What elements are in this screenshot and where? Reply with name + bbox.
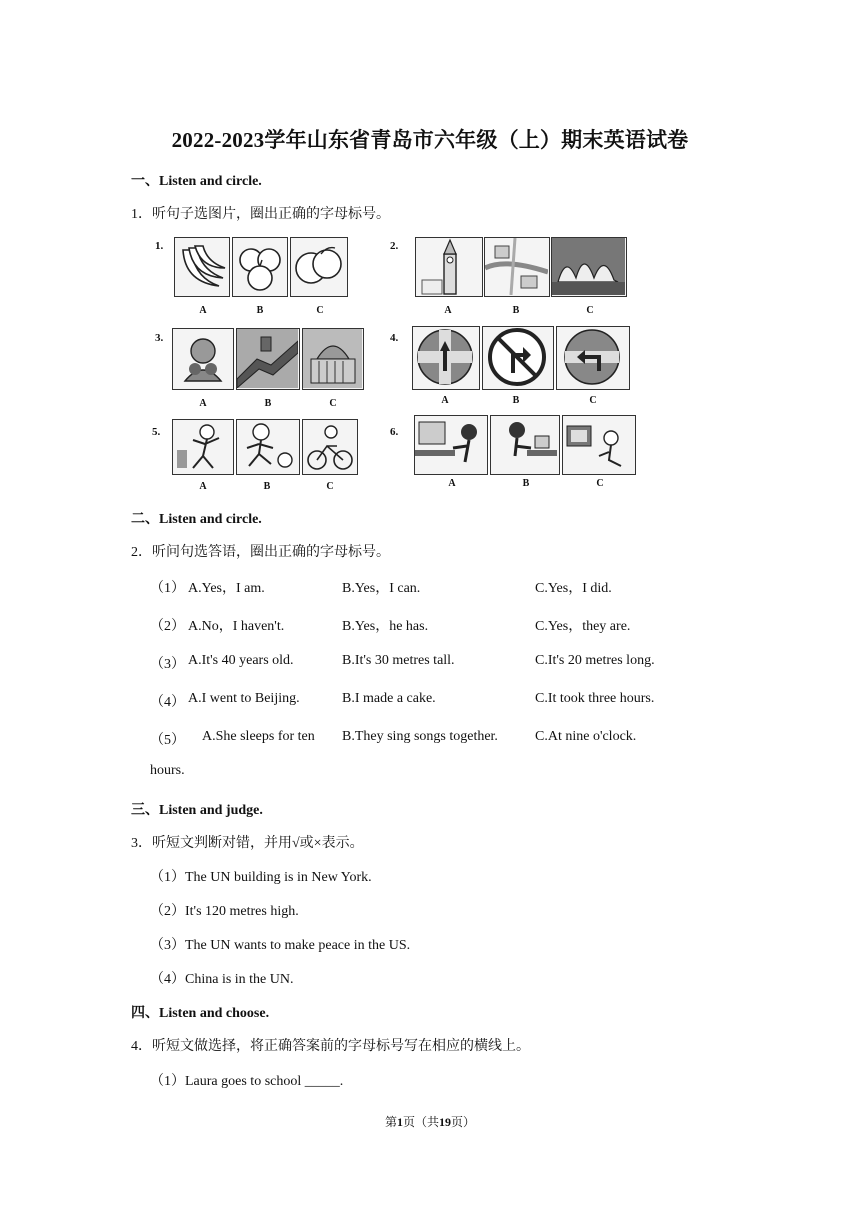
q2-option-c: C.Yes，they are. [535,619,631,634]
picture-number-2: 2. [390,240,399,252]
picture-3b-great-wall [236,328,300,390]
q2-item-number: （2） [150,619,185,634]
q3-item-3: （3）The UN wants to make peace in the US. [150,938,411,953]
picture-number-6: 6. [390,426,399,438]
picture-letter-6a: A [448,478,456,489]
q3-item-2: （2）It's 120 metres high. [150,904,299,919]
picture-number-1: 1. [155,240,164,252]
q2-item-number: （5） [150,733,185,748]
picture-letter-5b: B [263,481,271,492]
picture-letter-2b: B [512,305,520,316]
section-heading-2: 二、Listen and circle. [131,512,262,527]
picture-4b-no-right-turn-sign [482,326,554,390]
picture-1a-bananas [174,237,230,297]
picture-grid [150,232,640,492]
picture-5b-boy-playing-football [236,419,300,475]
picture-1c-peaches [290,237,348,297]
picture-3a-statue [172,328,234,390]
picture-letter-1b: B [256,305,264,316]
q2-option-b: B.I made a cake. [342,691,436,706]
q2-item-number: （4） [150,695,185,710]
picture-letter-4b: B [512,395,520,406]
q2-option-a: A.Yes，I am. [188,581,265,596]
picture-number-4: 4. [390,332,399,344]
q2-option-c: C.It's 20 metres long. [535,653,655,668]
picture-letter-1a: A [199,305,207,316]
q2-item-number: （1） [150,581,185,596]
picture-number-3: 3. [155,332,164,344]
picture-6b-boy-at-desk [490,415,560,475]
q2-option-b: B.Yes，I can. [342,581,421,596]
question-3-instruction: 3．听短文判断对错，并用√或×表示。 [131,836,364,851]
question-2-instruction: 2．听问句选答语，圈出正确的字母标号。 [131,545,390,560]
q2-option-b: B.They sing songs together. [342,729,498,744]
picture-5c-boy-riding-bike [302,419,358,475]
section-heading-4: 四、Listen and choose. [131,1006,270,1021]
picture-letter-6c: C [596,478,604,489]
q2-option-c: C.Yes，I did. [535,581,612,596]
q2-option-a: A.No，I haven't. [188,619,285,634]
picture-3c-capitol [302,328,364,390]
question-4-instruction: 4．听短文做选择，将正确答案前的字母标号写在相应的横线上。 [131,1039,530,1054]
picture-4a-straight-sign [412,326,480,390]
section-heading-3: 三、Listen and judge. [131,803,263,818]
picture-letter-5c: C [326,481,334,492]
picture-letter-5a: A [199,481,207,492]
picture-letter-2c: C [586,305,594,316]
picture-2c-opera-house [551,237,627,297]
q2-option-a-continued: hours. [150,763,185,778]
question-1-instruction: 1．听句子选图片，圈出正确的字母标号。 [131,207,390,222]
picture-letter-2a: A [444,305,452,316]
q2-option-a: A.I went to Beijing. [188,691,300,706]
picture-6c-boy-watching-tv [562,415,636,475]
page-footer [0,1113,860,1130]
picture-letter-3b: B [264,398,272,409]
picture-2b-city-map [484,237,550,297]
q2-option-b: B.Yes，he has. [342,619,429,634]
q2-option-a: A.She sleeps for ten [202,729,315,744]
footer-page-number: 1 [396,1115,403,1129]
picture-letter-6b: B [522,478,530,489]
q2-option-c: C.At nine o'clock. [535,729,637,744]
section-heading-1: 一、Listen and circle. [131,174,262,189]
picture-1b-apples [232,237,288,297]
q2-item-number: （3） [150,657,185,672]
footer-prefix: 第 [384,1115,397,1129]
picture-letter-1c: C [316,305,324,316]
q3-item-4: （4）China is in the UN. [150,972,294,987]
q2-option-a: A.It's 40 years old. [188,653,294,668]
picture-letter-4c: C [589,395,597,406]
picture-letter-3c: C [329,398,337,409]
footer-mid: 页（共 [402,1115,439,1129]
picture-2a-big-ben [415,237,483,297]
footer-suffix: 页） [451,1115,476,1129]
page-title: 2022-2023学年山东省青岛市六年级（上）期末英语试卷 [171,128,689,152]
picture-5a-boy-dancing [172,419,234,475]
picture-letter-4a: A [441,395,449,406]
q4-item-1: （1）Laura goes to school _____. [150,1074,344,1089]
picture-number-5: 5. [152,426,161,438]
q2-option-b: B.It's 30 metres tall. [342,653,455,668]
q3-item-1: （1）The UN building is in New York. [150,870,372,885]
footer-total-pages: 19 [439,1115,451,1129]
picture-6a-boy-at-computer [414,415,488,475]
picture-4c-turn-left-sign [556,326,630,390]
picture-letter-3a: A [199,398,207,409]
q2-option-c: C.It took three hours. [535,691,655,706]
